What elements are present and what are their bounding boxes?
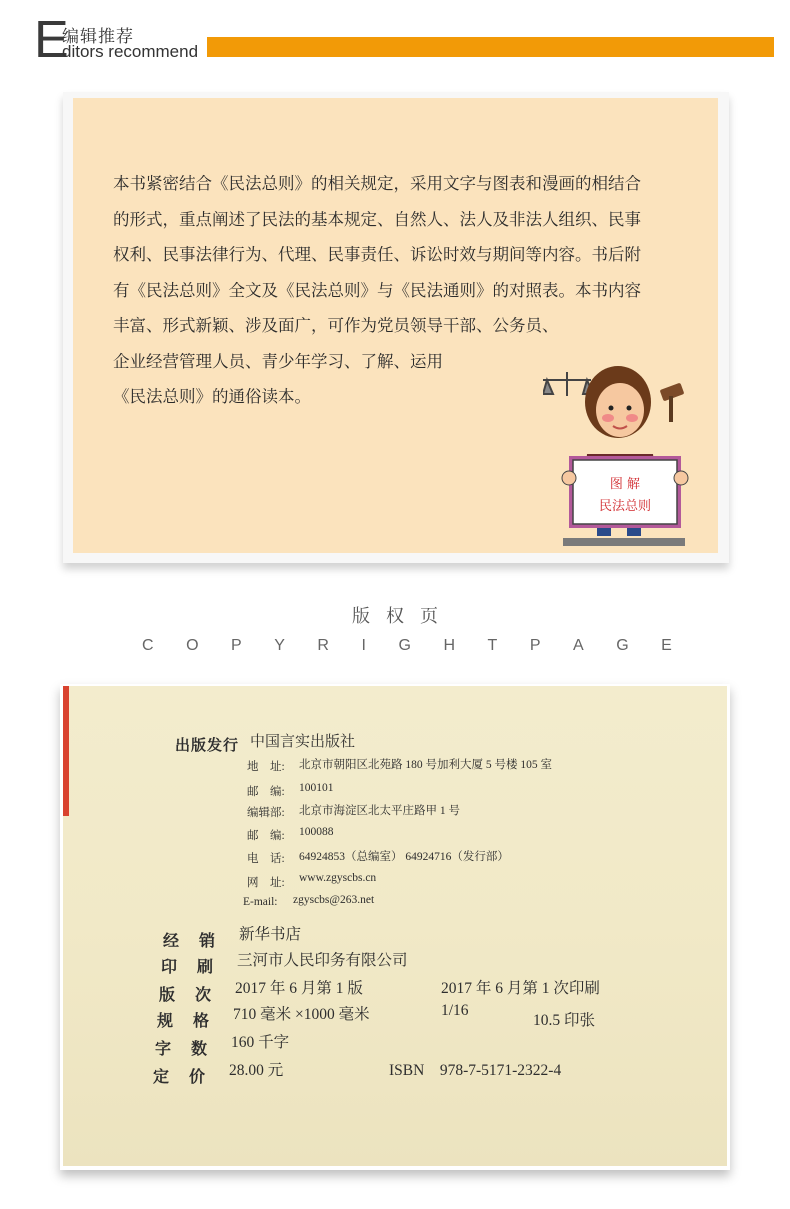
copyright-page-title-cn: 版权页 (352, 606, 454, 627)
publisher-name: 中国言实出版社 (250, 734, 356, 750)
intro-card (73, 98, 718, 553)
row-label: 定价 (153, 1069, 226, 1086)
title-letter: H (443, 637, 455, 654)
book-cover-edge (63, 686, 69, 816)
publisher-label: 出版发行 (175, 738, 240, 754)
detail-value: 64924853（总编室） 64924716（发行部） (299, 851, 509, 863)
sign-text-line1: 图 解 (609, 477, 641, 492)
title-letter: Y (274, 637, 285, 654)
header-accent-bar (207, 37, 774, 57)
title-letter: R (317, 637, 329, 654)
detail-label: 邮 编: (247, 786, 285, 798)
detail-label: 地 址: (247, 761, 285, 773)
detail-value: 100101 (299, 782, 334, 794)
detail-value: www.zgyscbs.cn (299, 872, 377, 884)
row-value: 三河市人民印务有限公司 (237, 952, 408, 969)
title-letter: T (487, 637, 498, 654)
lawyer-cartoon-illustration (543, 358, 703, 553)
detail-value: 北京市海淀区北太平庄路甲 1 号 (299, 805, 460, 817)
intro-line: 权利、民事法律行为、代理、民事责任、诉讼时效与期间等内容。书后附 (113, 245, 641, 264)
row-label: 版次 (159, 987, 232, 1004)
row-label: 经销 (163, 933, 236, 950)
row-label: 字数 (155, 1041, 228, 1058)
row-extra: 1/16 (441, 1002, 469, 1019)
title-letter: A (573, 637, 584, 654)
header-title-cn: 编辑推荐 (62, 27, 134, 47)
row-value: 160 千字 (231, 1034, 290, 1051)
intro-line: 企业经营管理人员、青少年学习、了解、运用 (113, 351, 443, 371)
header-title-en: ditors recommend (62, 42, 199, 61)
row-extra: 10.5 印张 (533, 1012, 596, 1029)
title-letter: O (186, 637, 199, 654)
intro-line: 本书紧密结合《民法总则》的相关规定，采用文字与图表和漫画的相结合 (113, 174, 641, 193)
detail-label: 编辑部: (247, 807, 285, 819)
row-label: 印刷 (161, 959, 234, 976)
editors-recommend-header (0, 0, 790, 80)
copyright-page-photo (63, 686, 727, 1166)
title-letter: G (616, 637, 629, 654)
sign-text-line2: 民法总则 (598, 499, 652, 514)
row-value: 28.00 元 (229, 1062, 284, 1079)
row-value: 新华书店 (239, 926, 302, 943)
title-letter: P (529, 637, 541, 654)
detail-label: E-mail: (243, 896, 278, 908)
intro-line: 有《民法总则》全文及《民法总则》与《民法通则》的对照表。本书内容 (113, 280, 641, 300)
gavel-icon (660, 383, 685, 422)
scales-icon (543, 372, 593, 396)
row-label: 规格 (157, 1013, 230, 1030)
isbn: ISBN 978-7-5171-2322-4 (389, 1062, 562, 1079)
title-letter: G (398, 637, 411, 654)
intro-line: 的形式，重点阐述了民法的基本规定、自然人、法人及非法人组织、民事 (113, 209, 641, 229)
title-letter: I (361, 637, 366, 654)
row-value: 710 毫米 ×1000 毫米 (233, 1006, 370, 1023)
intro-line: 丰富、形式新颖、涉及面广，可作为党员领导干部、公务员、 (113, 316, 559, 335)
detail-label: 电 话: (247, 853, 285, 865)
detail-value: 北京市朝阳区北苑路 180 号加利大厦 5 号楼 105 室 (299, 759, 552, 771)
detail-label: 邮 编: (247, 830, 285, 842)
intro-line: 《民法总则》的通俗读本。 (113, 387, 311, 406)
detail-label: 网 址: (247, 877, 285, 889)
title-letter: P (231, 637, 242, 654)
detail-value: zgyscbs@263.net (293, 894, 375, 906)
copyright-page-title-en (142, 637, 672, 655)
title-letter: E (661, 637, 672, 654)
header-initial: E (34, 11, 69, 69)
detail-value: 100088 (299, 826, 334, 838)
row-extra: 2017 年 6 月第 1 次印刷 (441, 980, 600, 997)
row-value: 2017 年 6 月第 1 版 (235, 980, 363, 997)
title-letter: C (142, 637, 154, 654)
